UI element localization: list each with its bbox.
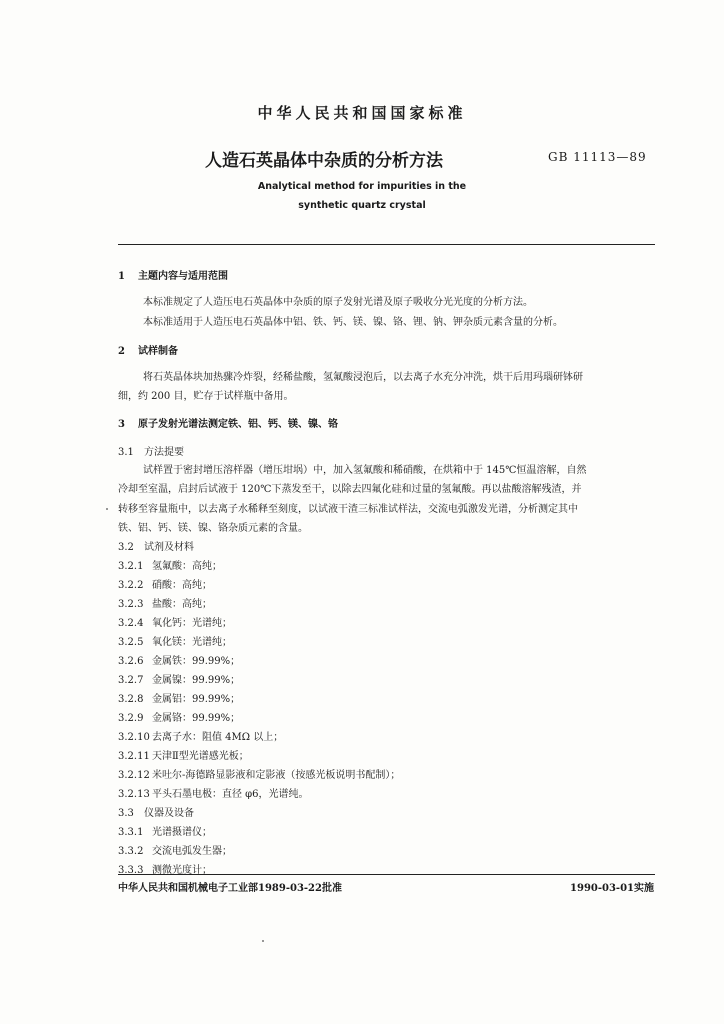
item-number: 3.2.7: [118, 675, 144, 686]
section-title: 主题内容与适用范围: [138, 271, 228, 282]
subsection-number: 3.1: [118, 447, 134, 458]
section-1-heading: [118, 270, 228, 283]
subsection-3-1-heading: [118, 446, 184, 459]
item-number: 3.2.1: [118, 561, 144, 572]
subsection-number: 3.3: [118, 808, 134, 819]
item-number: 3.2.10: [118, 732, 150, 743]
paragraph-line: 本标准规定了人造压电石英晶体中杂质的原子发射光谱及原子吸收分光光度的分析方法。: [143, 297, 533, 308]
header-divider: [118, 244, 655, 245]
item-text: 硝酸：高纯；: [152, 580, 212, 591]
item-number: 3.2.3: [118, 599, 144, 610]
item-text: 金属镍：99.99%；: [152, 675, 241, 686]
paragraph-line: 转移至容量瓶中，以去离子水稀释至刻度，以试液干渣三标准试样法，交流电弧激发光谱，分析测定其中: [118, 504, 578, 515]
english-title-line2: synthetic quartz crystal: [298, 200, 426, 211]
national-standard-heading: 中华人民共和国国家标准: [257, 104, 467, 122]
list-item: [118, 617, 232, 630]
item-text: 平头石墨电极：直径 φ6，光谱纯。: [152, 789, 309, 800]
paragraph-line: 铁、铝、钙、镁、镍、铬杂质元素的含量。: [118, 523, 308, 534]
item-number: 3.2.9: [118, 713, 144, 724]
item-number: 3.3.3: [118, 865, 144, 876]
section-number: 3: [118, 419, 125, 430]
document-title: 人造石英晶体中杂质的分析方法: [205, 151, 443, 171]
list-item: [118, 579, 212, 592]
item-text: 金属铁：99.99%；: [152, 656, 241, 667]
english-title-line1: Analytical method for impurities in the: [257, 181, 467, 192]
item-text: 氢氟酸：高纯；: [152, 561, 222, 572]
list-item: [118, 560, 222, 573]
standard-code: GB 11113—89: [548, 150, 647, 164]
paragraph-line: 本标准适用于人造压电石英晶体中铝、铁、钙、镁、镍、铬、锂、钠、钾杂质元素含量的分析。: [143, 317, 563, 328]
item-number: 3.2.2: [118, 580, 144, 591]
item-number: 3.2.12: [118, 770, 150, 781]
subsection-title: 仪器及设备: [144, 808, 194, 819]
paragraph-line: 冷却至室温，启封后试液于 120℃下蒸发至干，以除去四氟化硅和过量的氢氟酸。再以盐酸溶解残渣，并: [118, 484, 582, 495]
item-text: 氧化钙：光谱纯；: [152, 618, 232, 629]
item-text: 盐酸：高纯；: [152, 599, 212, 610]
section-title: 原子发射光谱法测定铁、铝、钙、镁、镍、铬: [138, 419, 338, 430]
item-text: 光谱摄谱仪；: [152, 827, 212, 838]
subsection-title: 方法提要: [144, 447, 184, 458]
section-number: 2: [118, 346, 125, 357]
scan-speck: [262, 940, 264, 942]
scan-speck: [106, 508, 108, 510]
paragraph-line: 试样置于密封增压溶样器（增压坩埚）中，加入氢氟酸和稀硝酸，在烘箱中于 145℃恒温溶解，自然: [143, 465, 587, 476]
subsection-3-2-heading: [118, 541, 194, 554]
section-3-heading: [118, 418, 338, 431]
list-item: [118, 769, 400, 782]
item-text: 测微光度计；: [152, 865, 212, 876]
paragraph-line: 将石英晶体块加热骤冷炸裂，经稀盐酸，氢氟酸浸泡后，以去离子水充分冲洗，烘干后用玛瑙研钵研: [143, 372, 583, 383]
list-item: [118, 864, 212, 877]
section-2-heading: [118, 345, 178, 358]
item-text: 金属铬：99.99%；: [152, 713, 241, 724]
subsection-number: 3.2: [118, 542, 134, 553]
list-item: [118, 845, 232, 858]
subsection-title: 试剂及材料: [144, 542, 194, 553]
item-number: 3.2.4: [118, 618, 144, 629]
item-number: 3.3.1: [118, 827, 144, 838]
list-item: [118, 712, 240, 725]
item-number: 3.2.5: [118, 637, 144, 648]
item-text: 交流电弧发生器；: [152, 846, 232, 857]
approval-line: 中华人民共和国机械电子工业部1989-03-22批准: [118, 883, 342, 894]
item-text: 米吐尔-海德路显影液和定影液（按感光板说明书配制）；: [152, 770, 401, 781]
item-text: 天津Ⅱ型光谱感光板；: [152, 751, 249, 762]
section-title: 试样制备: [138, 346, 178, 357]
effective-date: 1990-03-01实施: [570, 883, 654, 894]
list-item: [118, 731, 283, 744]
list-item: [118, 788, 309, 801]
paragraph-line: 细，约 200 目，贮存于试样瓶中备用。: [118, 391, 294, 402]
list-item: [118, 826, 212, 839]
item-number: 3.2.6: [118, 656, 144, 667]
list-item: [118, 750, 249, 763]
item-text: 去离子水：阻值 4MΩ 以上；: [152, 732, 284, 743]
item-text: 氧化镁：光谱纯；: [152, 637, 232, 648]
list-item: [118, 674, 240, 687]
item-number: 3.3.2: [118, 846, 144, 857]
item-number: 3.2.8: [118, 694, 144, 705]
footer-divider: [118, 874, 655, 875]
section-number: 1: [118, 271, 125, 282]
list-item: [118, 655, 240, 668]
list-item: [118, 598, 212, 611]
item-text: 金属铝：99.99%；: [152, 694, 241, 705]
item-number: 3.2.11: [118, 751, 150, 762]
list-item: [118, 636, 232, 649]
item-number: 3.2.13: [118, 789, 150, 800]
list-item: [118, 693, 240, 706]
subsection-3-3-heading: [118, 807, 194, 820]
